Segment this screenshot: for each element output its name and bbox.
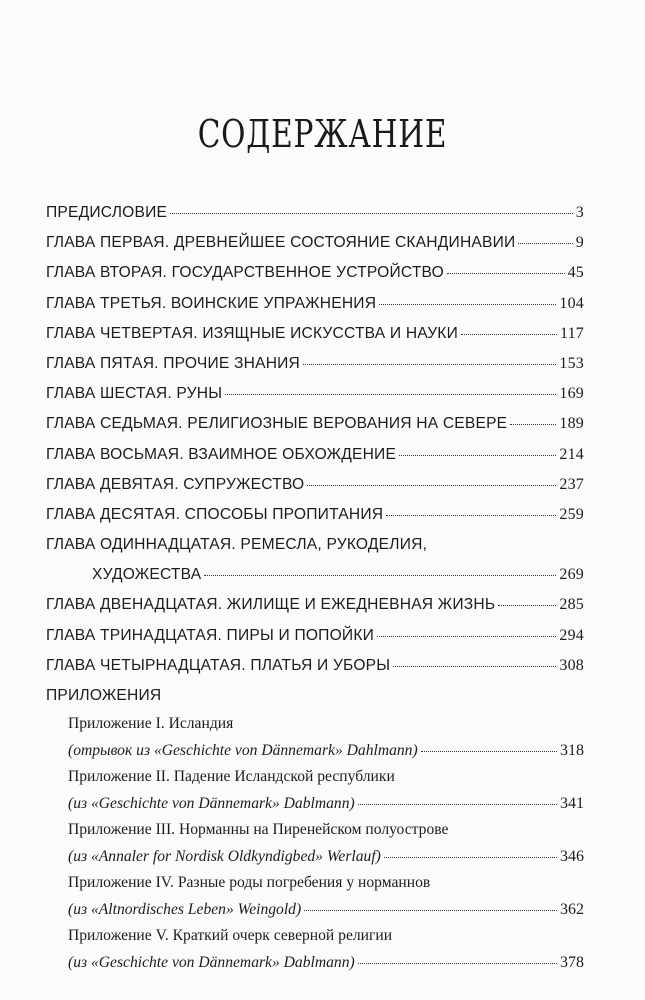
dot-leader <box>498 605 556 606</box>
appendix-source-text: (из «Geschichte von Dännemark» Dablmann) <box>68 953 355 971</box>
toc-entry-line2[interactable] <box>46 566 584 596</box>
dot-leader <box>307 485 556 486</box>
entry-title: ГЛАВА ПЕРВАЯ. ДРЕВНЕЙШЕЕ СОСТОЯНИЕ СКАНДИНАВИИ <box>46 234 516 252</box>
entry-page: 318 <box>560 741 584 759</box>
entry-title: ГЛАВА ЧЕТВЕРТАЯ. ИЗЯЩНЫЕ ИСКУССТВА И НАУКИ <box>46 324 459 342</box>
appendix-title-text: Приложение IV. Разные роды погребения у норманнов <box>68 874 431 891</box>
toc-entry[interactable] <box>46 657 584 687</box>
toc-entry[interactable] <box>46 204 584 234</box>
entry-page: 237 <box>559 475 584 493</box>
dot-leader <box>379 304 556 305</box>
entry-title: ГЛАВА ДЕСЯТАЯ. СПОСОБЫ ПРОПИТАНИЯ <box>46 505 384 523</box>
entry-page: 3 <box>575 204 584 221</box>
entry-title: ГЛАВА ДЕВЯТАЯ. СУПРУЖЕСТВО <box>46 475 305 493</box>
appendix-source-text: (отрывок из «Geschichte von Dännemark» Dahlmann) <box>68 741 418 759</box>
entry-title: ГЛАВА ТРЕТЬЯ. ВОИНСКИЕ УПРАЖНЕНИЯ <box>46 294 377 312</box>
toc-entry[interactable] <box>46 385 584 415</box>
dot-leader <box>225 394 556 395</box>
entry-page: 378 <box>560 953 584 971</box>
entry-page: 259 <box>559 505 584 523</box>
appendix-title-text: Приложение V. Краткий очерк северной религии <box>68 927 393 944</box>
dot-leader <box>399 455 556 456</box>
entry-title: ГЛАВА СЕДЬМАЯ. РЕЛИГИОЗНЫЕ ВЕРОВАНИЯ НА СЕВЕРЕ <box>46 415 508 433</box>
entry-title: ГЛАВА ДВЕНАДЦАТАЯ. ЖИЛИЩЕ И ЕЖЕДНЕВНАЯ ЖИЗНЬ <box>46 596 496 614</box>
dot-leader <box>170 213 573 214</box>
toc-entry[interactable] <box>46 295 584 325</box>
toc-entry[interactable] <box>46 355 584 385</box>
appendix-source-text: (из «Altnordisches Leben» Weingold) <box>68 900 302 918</box>
dot-leader <box>393 666 556 667</box>
appendix-title[interactable] <box>68 821 584 848</box>
dot-leader <box>304 910 557 911</box>
entry-page: 117 <box>559 324 584 342</box>
toc-entry-line1[interactable] <box>46 536 584 566</box>
appendix-title-text: Приложение I. Исландия <box>68 715 234 732</box>
entry-page: 104 <box>559 294 584 312</box>
appendix-source-text: (из «Annaler for Nordisk Oldkyndigbed» Werlauf) <box>68 847 381 865</box>
entry-page: 308 <box>559 656 584 674</box>
entry-page: 346 <box>560 847 584 865</box>
appendices-heading <box>46 687 584 715</box>
page-title: СОДЕРЖАНИЕ <box>197 112 448 156</box>
dot-leader <box>384 857 557 858</box>
dot-leader <box>518 243 572 244</box>
entry-title: ГЛАВА ВТОРАЯ. ГОСУДАРСТВЕННОЕ УСТРОЙСТВО <box>46 264 444 282</box>
appendix-source[interactable] <box>68 795 584 822</box>
entry-title: ПРЕДИСЛОВИЕ <box>46 204 168 221</box>
toc-entry[interactable] <box>46 264 584 294</box>
appendix-title[interactable] <box>68 715 584 742</box>
dot-leader <box>421 751 557 752</box>
appendix-title[interactable] <box>68 927 584 954</box>
entry-title: ГЛАВА ШЕСТАЯ. РУНЫ <box>46 385 223 403</box>
toc-entry[interactable] <box>46 415 584 445</box>
entry-page: 294 <box>559 626 584 644</box>
appendix-source[interactable] <box>68 901 584 928</box>
appendix-source[interactable] <box>68 742 584 769</box>
entry-page: 214 <box>559 445 584 463</box>
toc-entry[interactable] <box>46 325 584 355</box>
toc-entry[interactable] <box>46 446 584 476</box>
entry-title: ГЛАВА ВОСЬМАЯ. ВЗАИМНОЕ ОБХОЖДЕНИЕ <box>46 445 397 463</box>
dot-leader <box>303 364 556 365</box>
appendices-list <box>68 715 584 980</box>
table-of-contents <box>46 204 584 980</box>
dot-leader <box>386 515 556 516</box>
dot-leader <box>204 575 556 576</box>
appendix-title-text: Приложение III. Норманны на Пиренейском полуострове <box>68 821 449 838</box>
appendix-title[interactable] <box>68 768 584 795</box>
appendix-source[interactable] <box>68 848 584 875</box>
appendix-source[interactable] <box>68 954 584 981</box>
entry-page: 269 <box>559 566 584 584</box>
entry-page: 341 <box>560 794 584 812</box>
entry-page: 45 <box>567 264 584 282</box>
dot-leader <box>377 636 556 637</box>
toc-entry[interactable] <box>46 476 584 506</box>
appendix-title-text: Приложение II. Падение Исландской республики <box>68 768 395 785</box>
entry-page: 362 <box>560 900 584 918</box>
dot-leader <box>358 963 557 964</box>
entry-page: 169 <box>559 385 584 403</box>
appendix-source-text: (из «Geschichte von Dännemark» Dablmann) <box>68 794 355 812</box>
entry-page: 189 <box>559 415 584 433</box>
entry-title: ГЛАВА ТРИНАДЦАТАЯ. ПИРЫ И ПОПОЙКИ <box>46 626 375 644</box>
entry-page: 153 <box>559 354 584 372</box>
entry-page: 285 <box>559 596 584 614</box>
appendix-title[interactable] <box>68 874 584 901</box>
dot-leader <box>461 334 557 335</box>
dot-leader <box>510 424 556 425</box>
dot-leader <box>358 804 557 805</box>
entry-page: 9 <box>575 234 584 252</box>
appendices-heading-text: ПРИЛОЖЕНИЯ <box>46 687 162 704</box>
toc-entry[interactable] <box>46 596 584 626</box>
toc-entry[interactable] <box>46 627 584 657</box>
entry-title: ГЛАВА ЧЕТЫРНАДЦАТАЯ. ПЛАТЬЯ И УБОРЫ <box>46 656 391 674</box>
toc-entry[interactable] <box>46 506 584 536</box>
entry-title: ГЛАВА ОДИННАДЦАТАЯ. РЕМЕСЛА, РУКОДЕЛИЯ, <box>46 536 428 554</box>
dot-leader <box>447 273 565 274</box>
entry-title: ГЛАВА ПЯТАЯ. ПРОЧИЕ ЗНАНИЯ <box>46 354 301 372</box>
toc-entry[interactable] <box>46 234 584 264</box>
entry-title-continued: ХУДОЖЕСТВА <box>92 566 202 584</box>
